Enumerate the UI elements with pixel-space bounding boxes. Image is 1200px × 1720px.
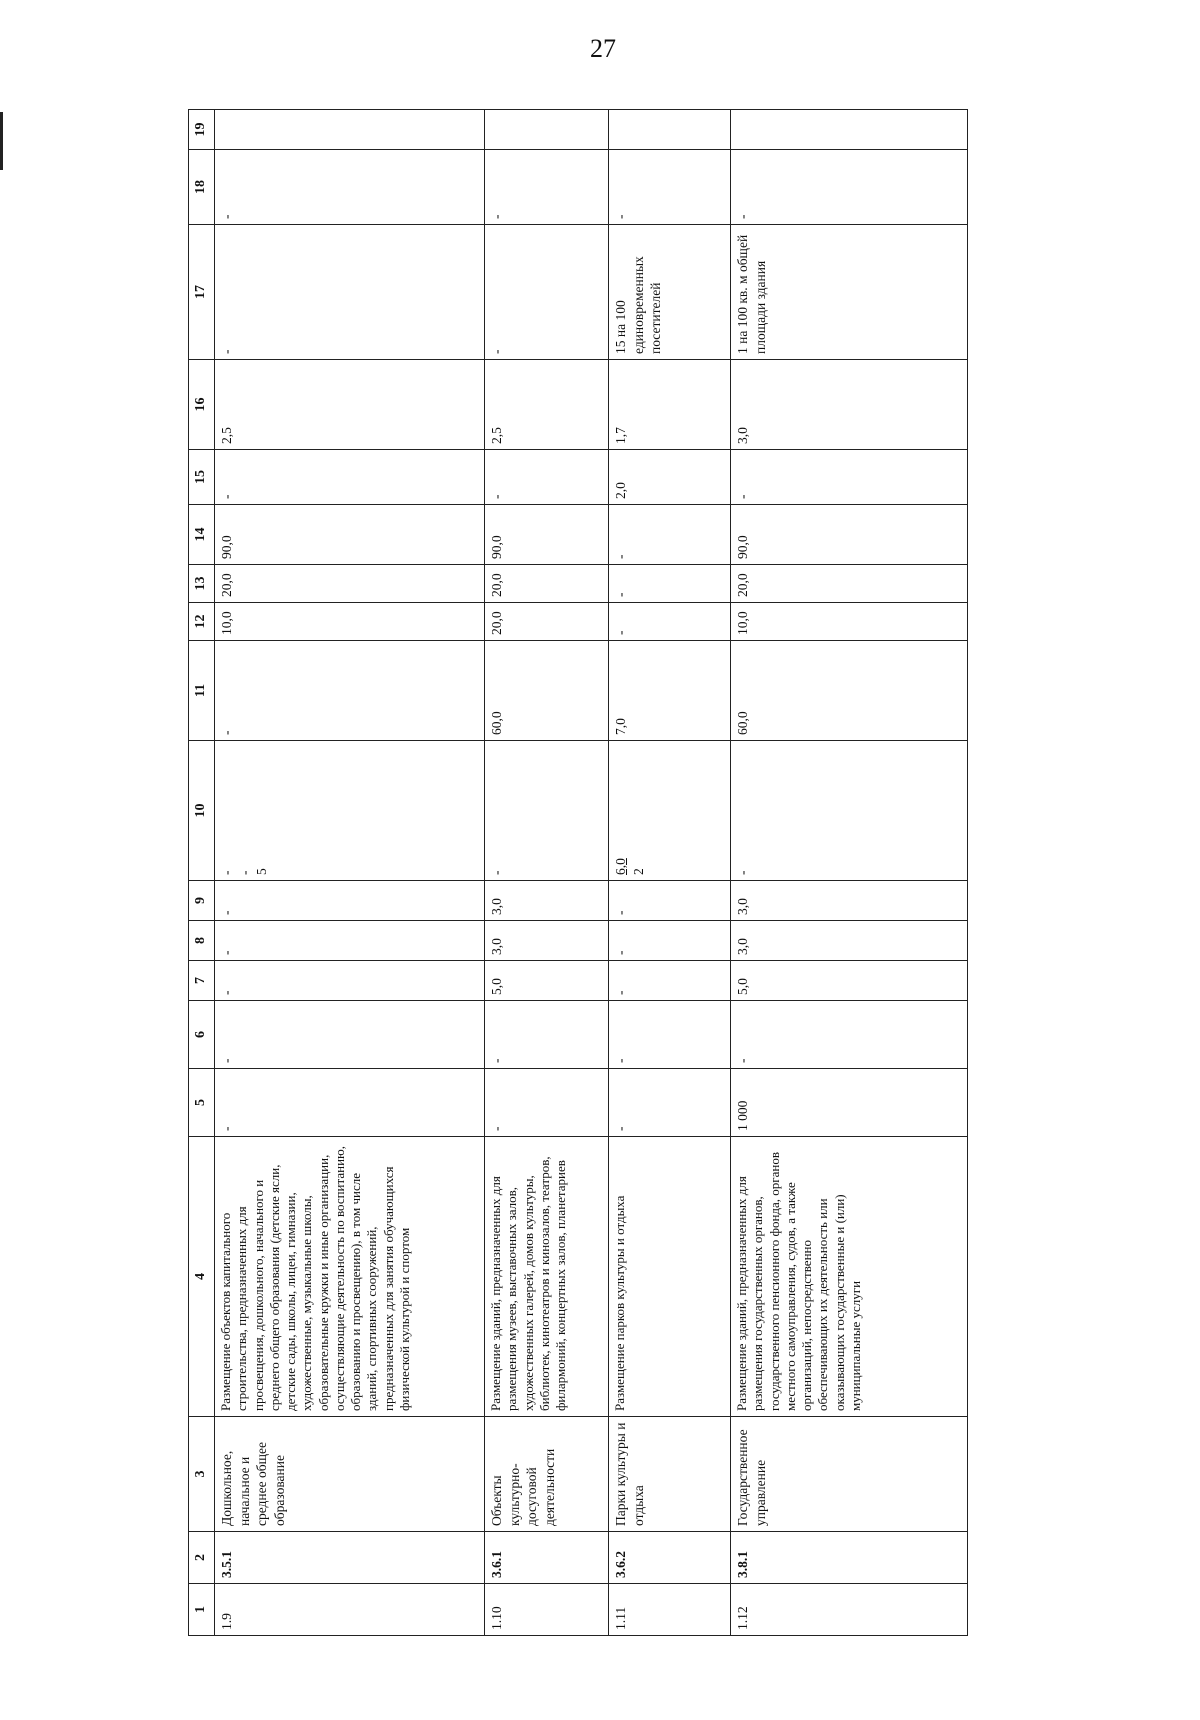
cell-value: 5,0 [485,961,609,1001]
cell-value: 5,0 [731,961,968,1001]
row-number: 1.11 [609,1584,731,1636]
cell-value: - [609,603,731,641]
header-cell: 4 [189,1137,215,1417]
cell-value-line: - [489,870,504,875]
cell-value: 90,0 [215,505,485,565]
cell-value: 1 000 [731,1069,968,1137]
cell-value: 20,0 [485,565,609,603]
cell-value: - [485,225,609,360]
cell-value: - [215,921,485,961]
cell-value: 3,0 [731,360,968,450]
cell-value-multi [215,741,485,881]
cell-value: 10,0 [731,603,968,641]
header-cell: 8 [189,921,215,961]
row-number: 1.12 [731,1584,968,1636]
cell-value: 20,0 [485,603,609,641]
cell-value: - [485,450,609,505]
cell-value-multi [731,741,968,881]
cell-value: 10,0 [215,603,485,641]
use-name: Объекты культурно-досуговой деятельности [485,1417,609,1532]
use-name: Государственное управление [731,1417,968,1532]
land-use-regulations-table [188,109,968,1636]
classifier-code: 3.8.1 [731,1532,968,1584]
cell-value: - [731,150,968,225]
classifier-code: 3.6.2 [609,1532,731,1584]
cell-value: - [485,150,609,225]
use-name: Дошкольное, начальное и среднее общее образование [215,1417,485,1532]
use-description: Размещение объектов капитального строительства, предназначенных для просвещения, дошкольного, начального и среднего общего образования (детские ясли, детские сады, школы, лицеи, гимназии, художественные, музыкальные школы, образовательные кружки и иные организации, осуществляющие деятельность по воспитанию, образованию и просвещению), в том числе зданий, спортивных сооружений, предназначенных для занятия обучающихся физической культурой и спортом [215,1137,485,1417]
cell-value: - [215,961,485,1001]
header-cell: 9 [189,881,215,921]
cell-value: 7,0 [609,641,731,741]
cell-value-fraction [609,741,731,881]
header-cell: 5 [189,1069,215,1137]
cell-value: - [609,961,731,1001]
cell-value: 1,7 [609,360,731,450]
cell-value: 3,0 [731,881,968,921]
cell-value: - [609,565,731,603]
cell-value: - [485,1069,609,1137]
fraction-numerator: 6,0 [613,858,628,875]
cell-value: 3,0 [485,881,609,921]
header-cell: 6 [189,1001,215,1069]
cell-value [731,110,968,150]
classifier-code: 3.5.1 [215,1532,485,1584]
cell-value: 15 на 100 единовременных посетителей [609,225,731,360]
table-row [609,110,731,1636]
cell-value-line: 5 [254,868,270,875]
table-row [731,110,968,1636]
cell-value [215,110,485,150]
cell-value: - [609,150,731,225]
header-cell: 2 [189,1532,215,1584]
use-name: Парки культуры и отдыха [609,1417,731,1532]
page-number: 27 [590,34,616,63]
cell-value: - [731,1001,968,1069]
header-cell: 10 [189,741,215,881]
cell-value: - [609,921,731,961]
header-row [189,110,215,1636]
cell-value: 20,0 [215,565,485,603]
cell-value: - [609,1069,731,1137]
use-description: Размещение зданий, предназначенных для размещения музеев, выставочных залов, художественных галерей, домов культуры, библиотек, кинотеатров и кинозалов, театров, филармоний, концертных залов, планетариев [485,1137,609,1417]
header-cell: 3 [189,1417,215,1532]
cell-value-line: - [219,870,234,875]
header-cell: 16 [189,360,215,450]
cell-value: - [215,225,485,360]
cell-value: 2,0 [609,450,731,505]
cell-value: 3,0 [731,921,968,961]
cell-value: - [215,1001,485,1069]
header-cell: 19 [189,110,215,150]
header-cell: 18 [189,150,215,225]
header-cell: 12 [189,603,215,641]
cell-value-line: - [236,870,252,875]
header-cell: 11 [189,641,215,741]
cell-value: 2,5 [215,360,485,450]
cell-value: 2,5 [485,360,609,450]
cell-value: - [731,450,968,505]
row-number: 1.9 [215,1584,485,1636]
cell-value: - [215,1069,485,1137]
cell-value: - [609,881,731,921]
fraction-denominator: 2 [630,868,646,875]
header-cell: 14 [189,505,215,565]
cell-value-line: - [735,870,750,875]
cell-value: - [215,150,485,225]
scan-margin-mark [0,112,3,170]
header-cell: 17 [189,225,215,360]
cell-value [609,110,731,150]
cell-value: 20,0 [731,565,968,603]
classifier-code: 3.6.1 [485,1532,609,1584]
header-cell: 15 [189,450,215,505]
cell-value: - [609,1001,731,1069]
table-row [215,110,485,1636]
cell-value: 90,0 [731,505,968,565]
cell-value: - [215,881,485,921]
header-cell: 7 [189,961,215,1001]
cell-value: 3,0 [485,921,609,961]
cell-value: - [485,1001,609,1069]
cell-value: 1 на 100 кв. м общей площади здания [731,225,968,360]
cell-value-multi [485,741,609,881]
cell-value: - [215,450,485,505]
use-description: Размещение зданий, предназначенных для размещения государственных органов, государственного пенсионного фонда, органов местного самоуправления, судов, а также организаций, непосредственно обеспечивающих их деятельность или оказывающих государственные и (или) муниципальные услуги [731,1137,968,1417]
cell-value: 60,0 [485,641,609,741]
header-cell: 1 [189,1584,215,1636]
use-description: Размещение парков культуры и отдыха [609,1137,731,1417]
cell-value: - [609,505,731,565]
table-row [485,110,609,1636]
cell-value: 90,0 [485,505,609,565]
rotated-table-container [188,110,968,1636]
cell-value: - [215,641,485,741]
cell-value: 60,0 [731,641,968,741]
row-number: 1.10 [485,1584,609,1636]
header-cell: 13 [189,565,215,603]
cell-value [485,110,609,150]
